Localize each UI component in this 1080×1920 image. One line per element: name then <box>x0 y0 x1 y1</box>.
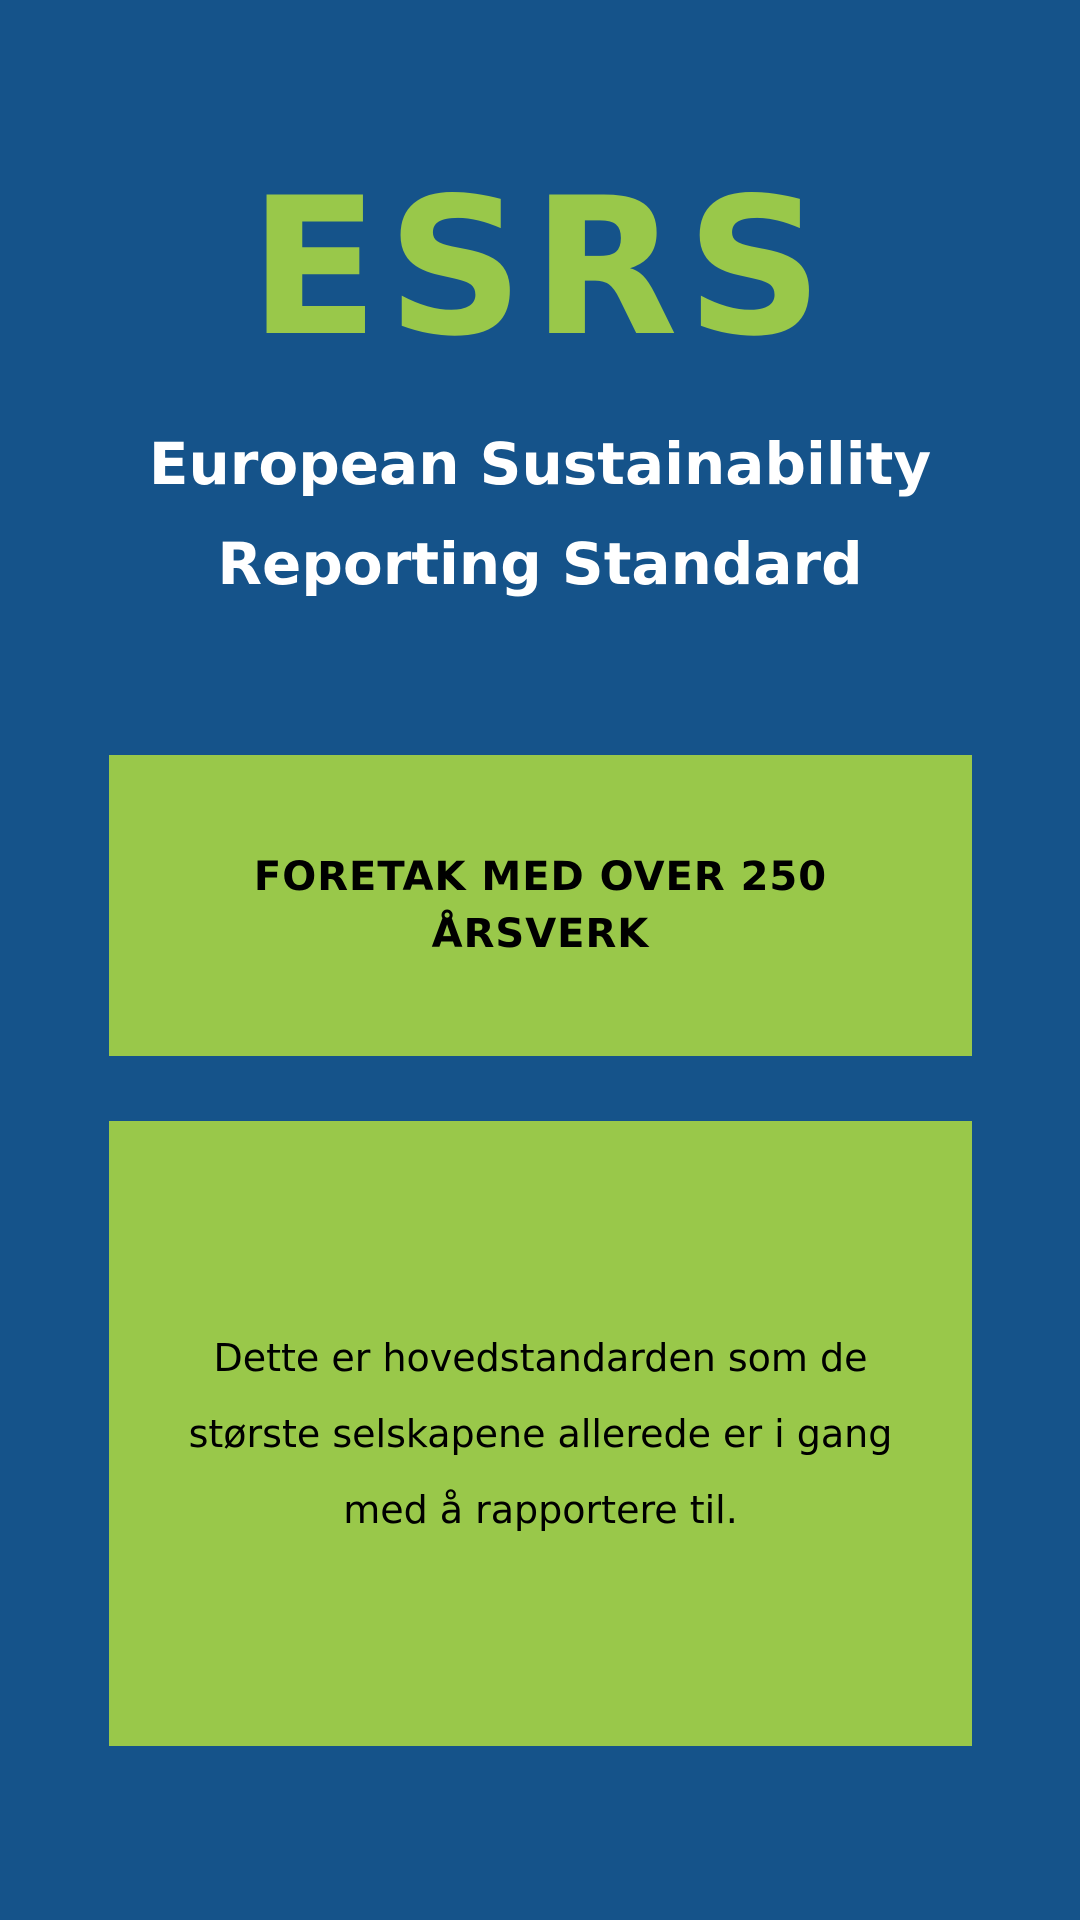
heading-box <box>109 755 972 1056</box>
heading-line: FORETAK MED OVER 250 <box>253 853 828 900</box>
description-line: Dette er hovedstandarden som de <box>213 1335 868 1380</box>
description-text <box>189 1320 893 1548</box>
page-title: ESRS <box>249 157 831 378</box>
description-box <box>109 1121 972 1746</box>
heading-box-text <box>254 849 827 963</box>
page-subtitle <box>0 414 1080 614</box>
subtitle-line: European Sustainability <box>148 430 932 498</box>
heading-line: ÅRSVERK <box>431 910 650 957</box>
subtitle-line: Reporting Standard <box>217 530 863 598</box>
description-line: største selskapene allerede er i gang <box>188 1411 893 1456</box>
description-line: med å rapportere til. <box>343 1487 738 1532</box>
